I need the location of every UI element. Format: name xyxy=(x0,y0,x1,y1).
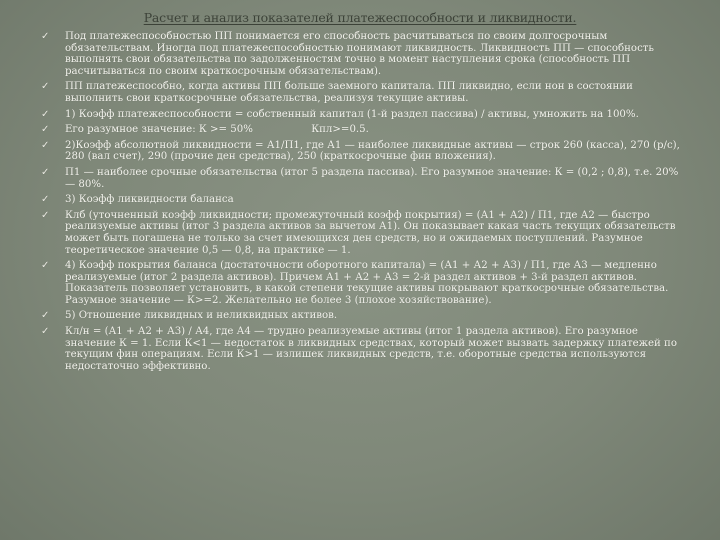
check-bullet-icon: ✓ xyxy=(41,81,50,93)
list-item-text: 4) Коэфф покрытия баланса (достаточности оборотного капитала) = (А1 + А2 + А3) / П1, где А3 — медленно реализуемые (итог 2 раздела активов). Причем А1 + А2 + А3 = 2-й раздел активов + 3-й раздел активов. Показатель позволяет установить, в какой степени текущие активы покрывают краткосрочные обязательства. Разумное значение — К>=2. Желательно не более 3 (плохое хозяйствование). xyxy=(65,260,669,306)
check-bullet-icon: ✓ xyxy=(41,124,50,136)
list-item xyxy=(40,194,690,206)
check-bullet-icon: ✓ xyxy=(41,326,50,338)
list-item xyxy=(40,31,690,77)
list-item-text: Его разумное значение: К >= 50% Кпл>=0.5. xyxy=(65,124,369,136)
list-item xyxy=(40,326,690,372)
check-bullet-icon: ✓ xyxy=(41,139,50,151)
check-bullet-icon: ✓ xyxy=(41,260,50,272)
check-bullet-icon: ✓ xyxy=(41,310,50,322)
list-item-text: ПП платежеспособно, когда активы ПП больше заемного капитала. ПП ликвидно, если нон в состоянии выполнить свои краткосрочные обязательства, реализуя текущие активы. xyxy=(65,81,633,104)
bullet-list xyxy=(40,31,690,376)
list-item-text: Кл/н = (А1 + А2 + А3) / А4, где А4 — трудно реализуемые активы (итог 1 раздела активов). Его разумное значение К = 1. Если К<1 — недостаток в ликвидных средствах, который может вызвать задержку платежей по текущим фин операциям. Если К>1 — излишек ликвидных средств, т.е. оборотные средства используются недостаточно эффективно. xyxy=(65,326,677,372)
check-bullet-icon: ✓ xyxy=(41,166,50,178)
slide-title: Расчет и анализ показателей платежеспособности и ликвидности. xyxy=(143,10,577,25)
list-item-text: 2)Коэфф абсолютной ликвидности = А1/П1, где А1 — наиболее ликвидные активы — строк 260 (касса), 270 (р/с), 280 (вал счет), 290 (прочие ден средства), 250 (краткосрочные фин вложения). xyxy=(65,139,680,163)
check-bullet-icon: ✓ xyxy=(41,108,50,120)
list-item-text: 1) Коэфф платежеспособности = собственный капитал (1-й раздел пассива) / активы, умножить на 100%. xyxy=(65,108,639,120)
list-item-text: Под платежеспособностью ПП понимается его способность расчитываться по своим долгосрочным обязательствам. Иногда под платежеспособностью понимают ликвидность. Ликвидность ПП — способность выполнять свои обязательства по задолженностям точно в момент наступления срока (способность ПП расчитываться по своим краткосрочным обязательствам). xyxy=(65,31,654,77)
check-bullet-icon: ✓ xyxy=(41,209,50,221)
list-item xyxy=(40,81,690,104)
list-item xyxy=(40,260,690,306)
list-item xyxy=(40,109,690,121)
list-item xyxy=(40,210,690,256)
list-item xyxy=(40,124,690,136)
list-item xyxy=(40,140,690,163)
list-item xyxy=(40,167,690,190)
check-bullet-icon: ✓ xyxy=(41,194,50,206)
list-item xyxy=(40,310,690,322)
check-bullet-icon: ✓ xyxy=(41,31,50,42)
list-item-text: 5) Отношение ликвидных и неликвидных активов. xyxy=(65,310,338,322)
list-item-text: П1 — наиболее срочные обязательства (итог 5 раздела пассива). Его разумное значение: К = (0,2 ; 0,8), т.е. 20% — 80%. xyxy=(65,166,679,190)
list-item-text: 3) Коэфф ликвидности баланса xyxy=(65,194,234,206)
list-item-text: Клб (уточненный коэфф ликвидности; промежуточный коэфф покрытия) = (А1 + А2) / П1, где А2 — быстро реализуемые активы (итог 3 раздела активов за вычетом А1). Он показывает какая часть текущих обязательств может быть погашена не только за счет имеющихся ден средств, но и ожидаемых поступлений. Разумное теоретическое значение 0,5 — 0,8, на практике — 1. xyxy=(65,209,676,256)
